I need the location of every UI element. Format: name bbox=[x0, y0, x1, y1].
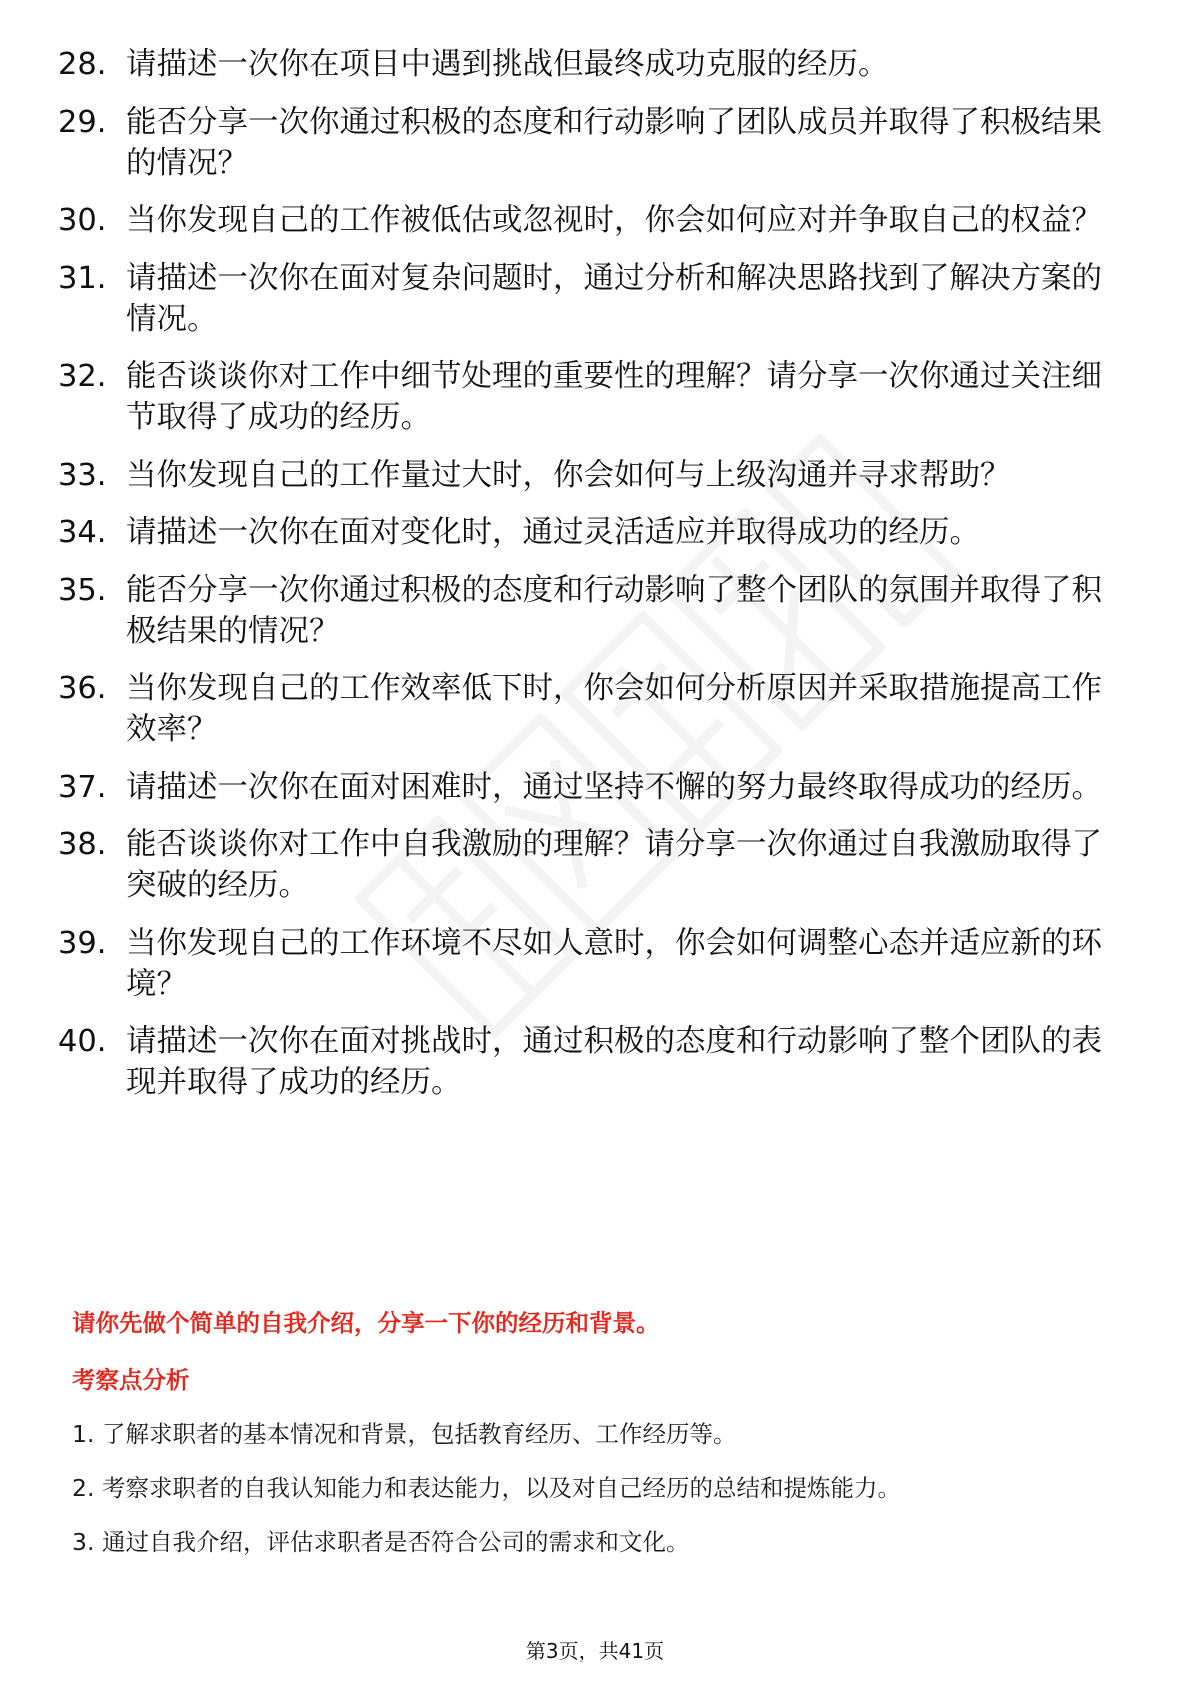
question-item bbox=[58, 668, 1118, 750]
analysis-number: 3. bbox=[72, 1528, 95, 1556]
question-number: 38. bbox=[58, 827, 107, 862]
question-item bbox=[58, 767, 1118, 808]
question-number: 28. bbox=[58, 47, 107, 82]
question-text: 当你发现自己的工作量过大时，你会如何与上级沟通并寻求帮助？ bbox=[126, 457, 1011, 493]
question-text: 能否谈谈你对工作中自我激励的理解？请分享一次你通过自我激励取得了突破的经历。 bbox=[126, 827, 1102, 903]
question-text: 请描述一次你在项目中遇到挑战但最终成功克服的经历。 bbox=[126, 47, 889, 82]
question-text: 能否谈谈你对工作中细节处理的重要性的理解？请分享一次你通过关注细节取得了成功的经历。 bbox=[126, 359, 1102, 435]
question-list bbox=[58, 44, 1118, 1120]
question-number: 30. bbox=[58, 203, 107, 238]
question-number: 39. bbox=[58, 925, 107, 961]
question-item bbox=[58, 200, 1118, 241]
question-text: 能否分享一次你通过积极的态度和行动影响了整个团队的氛围并取得了积极结果的情况？ bbox=[126, 572, 1102, 649]
question-number: 35. bbox=[58, 572, 107, 608]
question-number: 33. bbox=[58, 457, 107, 493]
question-number: 37. bbox=[58, 769, 107, 805]
intro-question: 请你先做个简单的自我介绍，分享一下你的经历和背景。 bbox=[72, 1309, 660, 1337]
question-text: 能否分享一次你通过积极的态度和行动影响了团队成员并取得了积极结果的情况？ bbox=[126, 104, 1102, 181]
page-number: 第3页，共41页 bbox=[525, 1639, 665, 1663]
question-item bbox=[58, 923, 1118, 1005]
question-item bbox=[58, 102, 1118, 184]
analysis-item bbox=[72, 1417, 1112, 1451]
question-text: 请描述一次你在面对变化时，通过灵活适应并取得成功的经历。 bbox=[126, 515, 980, 550]
question-item bbox=[58, 512, 1118, 553]
question-text: 当你发现自己的工作效率低下时，你会如何分析原因并采取措施提高工作效率？ bbox=[126, 671, 1102, 747]
question-text: 当你发现自己的工作被低估或忽视时，你会如何应对并争取自己的权益？ bbox=[126, 203, 1102, 238]
question-item bbox=[58, 356, 1118, 438]
analysis-number: 1. bbox=[72, 1420, 95, 1448]
analysis-list bbox=[72, 1417, 1112, 1559]
question-item bbox=[58, 824, 1118, 906]
analysis-section bbox=[72, 1306, 1112, 1559]
analysis-item bbox=[72, 1525, 1112, 1559]
question-item bbox=[58, 44, 1118, 85]
question-number: 32. bbox=[58, 359, 107, 394]
question-text: 请描述一次你在面对挑战时，通过积极的态度和行动影响了整个团队的表现并取得了成功的经历。 bbox=[126, 1024, 1102, 1100]
question-item bbox=[58, 1021, 1118, 1103]
analysis-text: 考察求职者的自我认知能力和表达能力，以及对自己经历的总结和提炼能力。 bbox=[102, 1474, 901, 1502]
question-text: 请描述一次你在面对复杂问题时，通过分析和解决思路找到了解决方案的情况。 bbox=[126, 260, 1102, 337]
analysis-item bbox=[72, 1471, 1112, 1505]
question-number: 40. bbox=[58, 1024, 107, 1059]
question-number: 34. bbox=[58, 515, 107, 550]
question-number: 29. bbox=[58, 104, 107, 140]
analysis-number: 2. bbox=[72, 1474, 95, 1502]
analysis-title: 考察点分析 bbox=[72, 1366, 190, 1394]
question-number: 31. bbox=[58, 260, 107, 296]
analysis-text: 了解求职者的基本情况和背景，包括教育经历、工作经历等。 bbox=[102, 1420, 737, 1448]
question-item bbox=[58, 570, 1118, 652]
question-item bbox=[58, 258, 1118, 340]
question-item bbox=[58, 455, 1118, 496]
question-text: 请描述一次你在面对困难时，通过坚持不懈的努力最终取得成功的经历。 bbox=[126, 769, 1102, 805]
question-number: 36. bbox=[58, 671, 107, 706]
question-text: 当你发现自己的工作环境不尽如人意时，你会如何调整心态并适应新的环境？ bbox=[126, 925, 1102, 1002]
analysis-text: 通过自我介绍，评估求职者是否符合公司的需求和文化。 bbox=[102, 1528, 690, 1556]
